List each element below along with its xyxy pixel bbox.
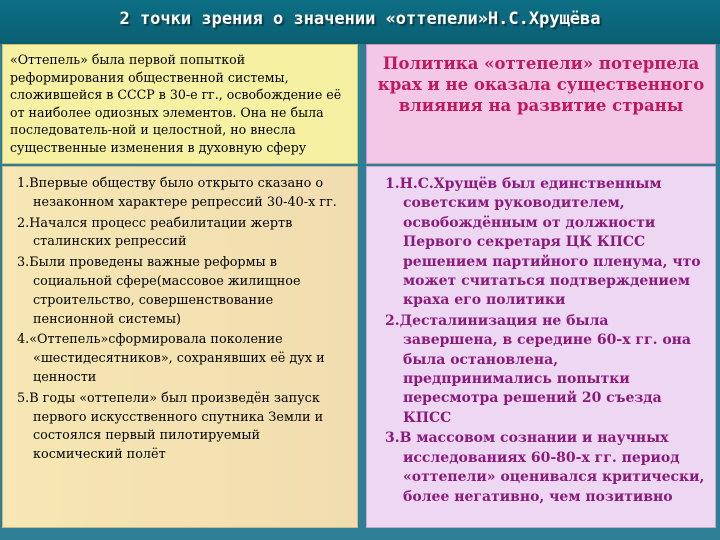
- list-item: 1.Н.С.Хрущёв был единственным советским руководителем, освобождённым от должности Первого секретаря ЦК КПСС решением партийного пленума, что может считаться подтверждением краха его политики: [385, 176, 701, 309]
- left-points-box: [2, 166, 358, 528]
- right-summary-box: [366, 44, 716, 164]
- list-item: 2.Начался процесс реабилитации жертв сталинских репрессий: [17, 215, 293, 250]
- list-item: 3.Были проведены важные реформы в социальной сфере(массовое жилищное строительство, совершенствование пенсионной системы): [17, 255, 301, 327]
- list-item: 2.Десталинизация не была завершена, в середине 60-х гг. она была остановлена, предпринимались попытки пересмотра решений 20 съезда КПСС: [385, 312, 691, 426]
- bottom-strip: [0, 530, 720, 540]
- list-item: 3.В массовом сознании и научных исследованиях 60-80-х гг. период «оттепели» оценивался критически, более негативно, чем позитивно: [385, 430, 705, 505]
- list-item: 5.В годы «оттепели» был произведён запуск первого искусственного спутника Земли и состоялся первый пилотируемый космический полёт: [17, 390, 324, 463]
- left-points-list: [17, 175, 349, 465]
- right-points-box: [366, 166, 716, 528]
- slide-title: 2 точки зрения о значении «оттепели»Н.С.Хрущёва: [119, 9, 601, 29]
- list-item: 1.Впервые обществу было открыто сказано о незаконном характере репрессий 30-40-х гг.: [17, 176, 337, 210]
- title-bar: [0, 0, 720, 44]
- list-item: 4.«Оттепель»сформировала поколение «шестидесятников», сохранявших её дух и ценности: [17, 332, 325, 385]
- left-summary-text: «Оттепель» была первой попыткой реформирования общественной системы, сложившейся в СССР в 30-е гг., освобождение её от наиболее одиозных элементов. Она не была последователь-ной и целостной, но внесла существенные изменения в духовную сферу: [10, 52, 342, 155]
- right-summary-text: Политика «оттепели» потерпела крах и не оказала существенного влияния на развитие страны: [377, 54, 705, 115]
- right-points-list: [385, 175, 707, 507]
- left-summary-box: [2, 44, 358, 164]
